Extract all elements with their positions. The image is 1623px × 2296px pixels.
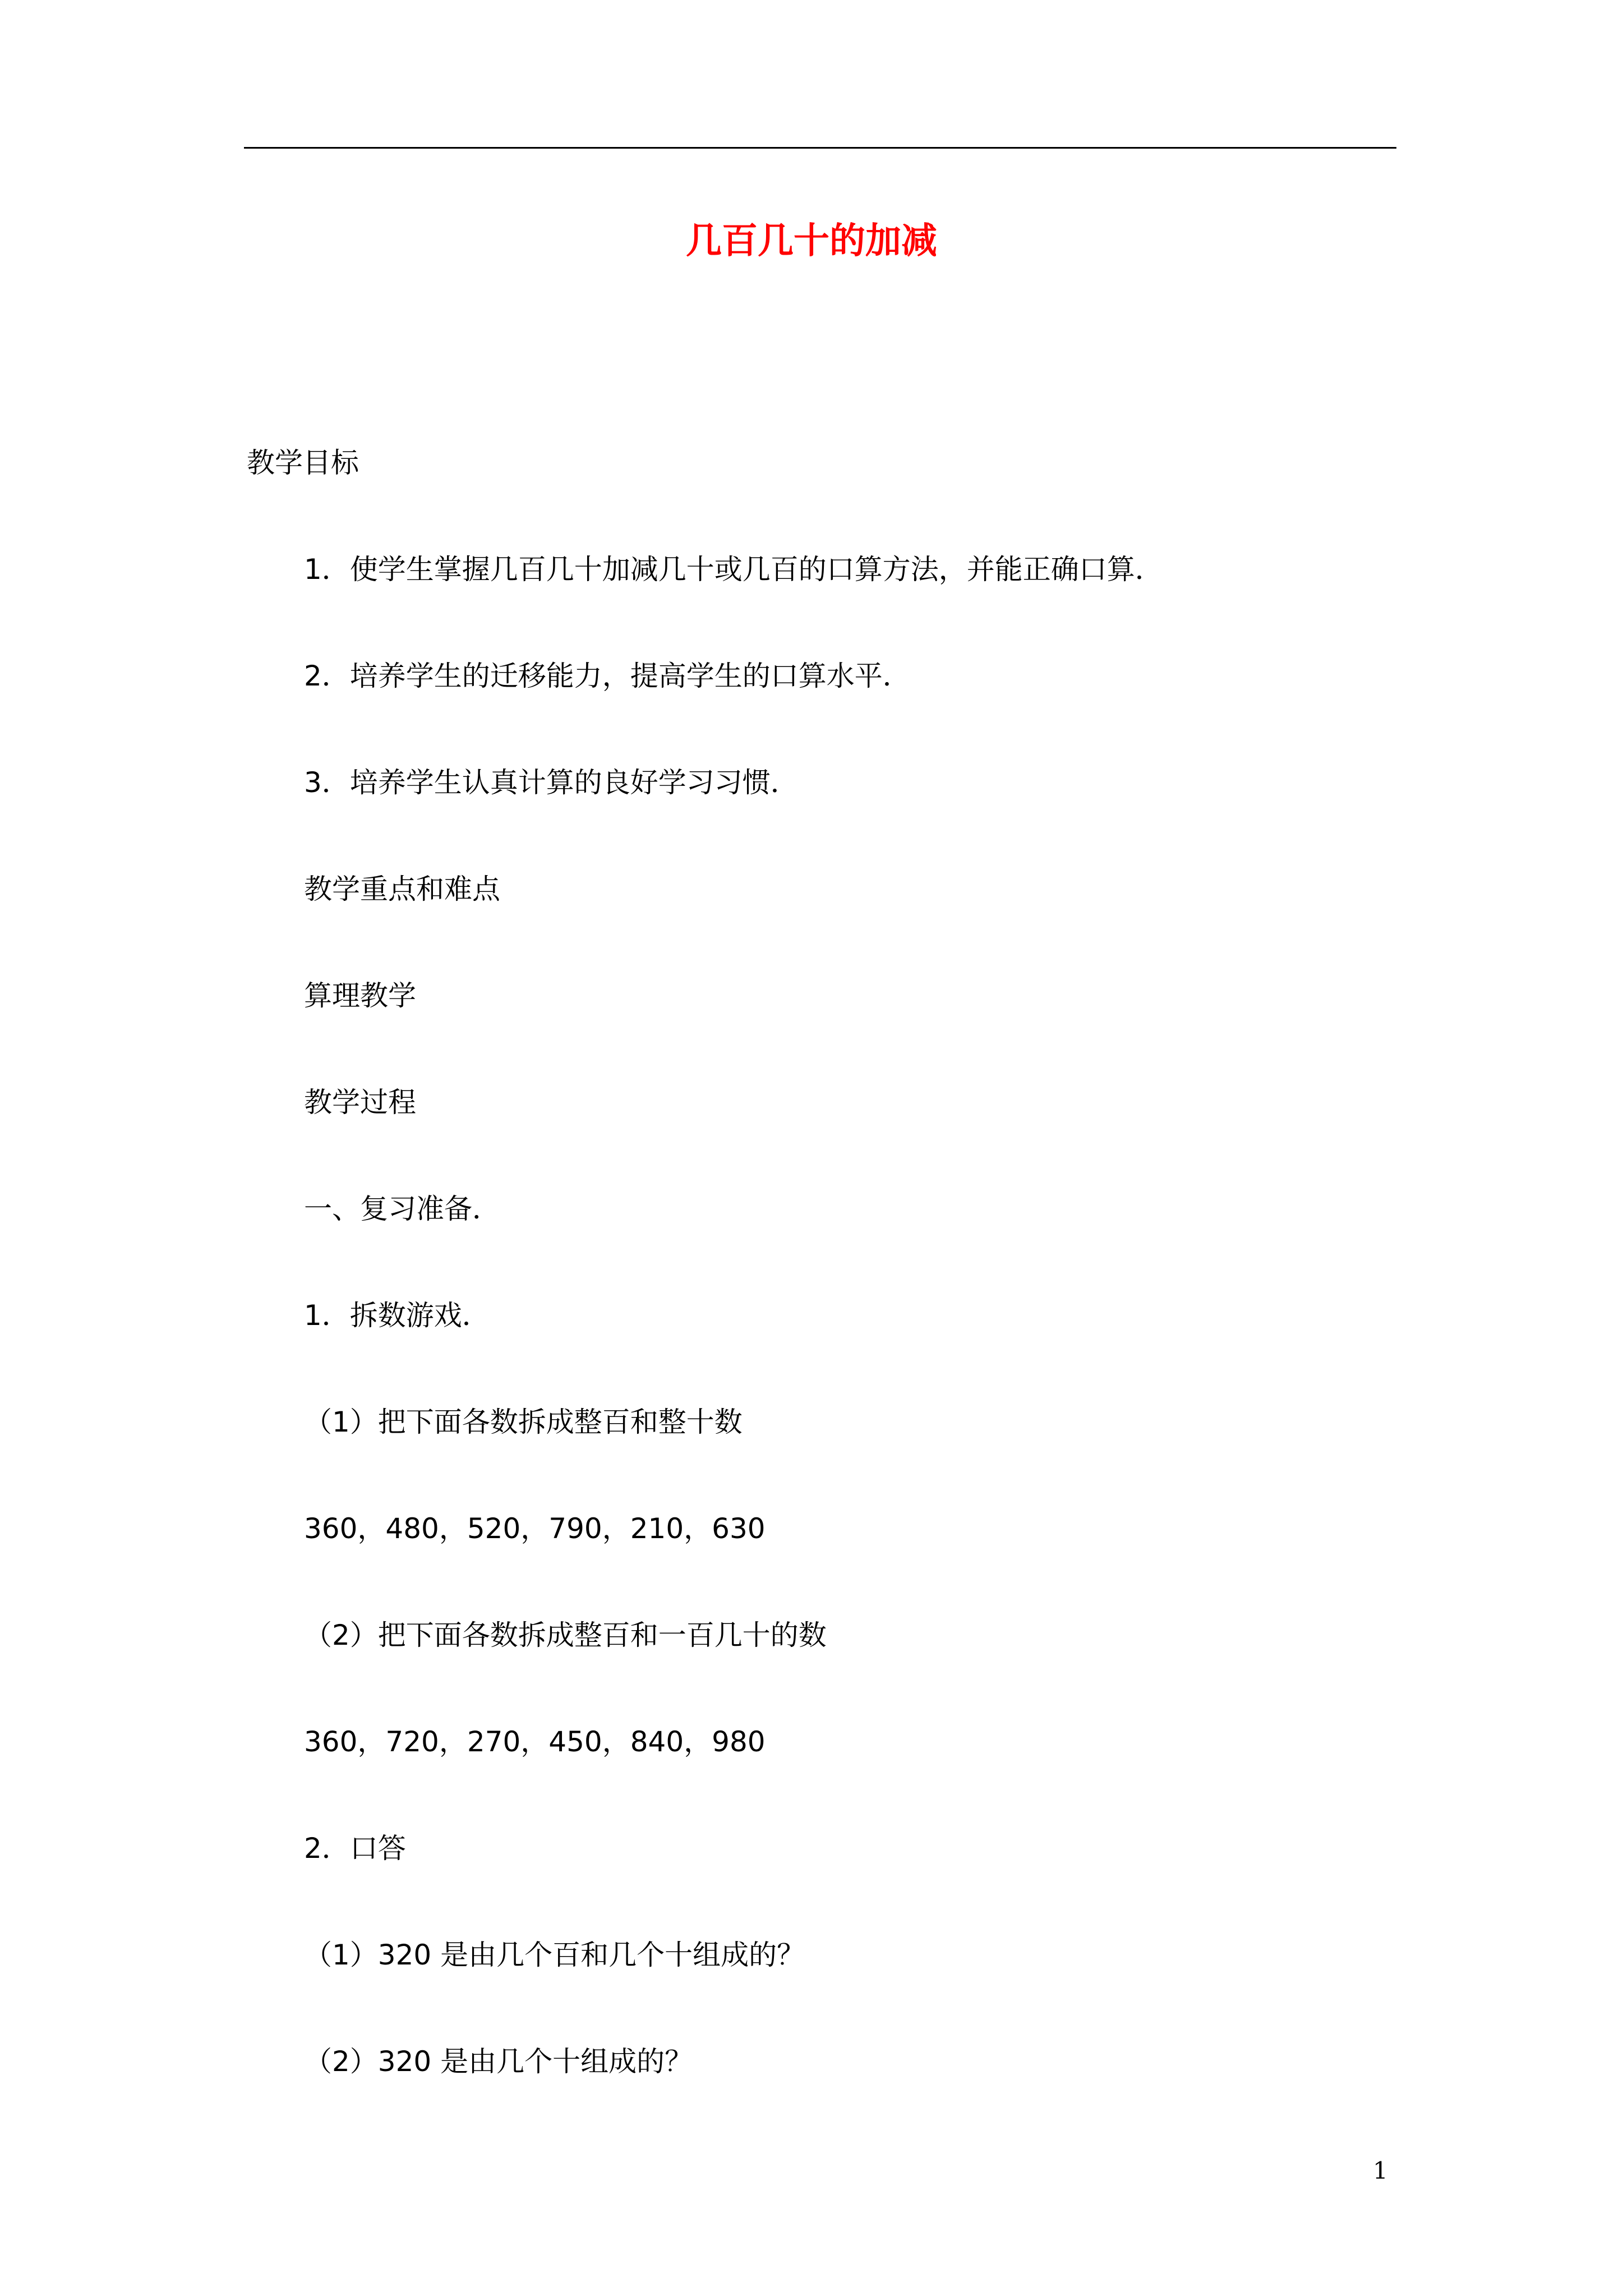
section-heading-key-points: 教学重点和难点 <box>304 873 500 905</box>
exercise-1-numbers: 360，480，520，790，210，630 <box>304 1512 766 1545</box>
objective-item-2: 2．培养学生的迁移能力，提高学生的口算水平． <box>304 660 911 692</box>
step-oral-answer: 2．口答 <box>304 1832 406 1865</box>
document-title: 几百几十的加减 <box>686 220 937 262</box>
section-heading-objectives: 教学目标 <box>247 447 359 479</box>
step-split-game: 1．拆数游戏． <box>304 1299 490 1332</box>
step-review-heading: 一、复习准备． <box>304 1193 500 1225</box>
exercise-1-instruction: （1）把下面各数拆成整百和整十数 <box>304 1406 743 1438</box>
question-2: （2）320 是由几个十组成的？ <box>304 2045 693 2078</box>
page-number: 1 <box>1373 2157 1388 2184</box>
section-heading-process: 教学过程 <box>304 1086 416 1119</box>
key-point-text: 算理教学 <box>304 979 416 1012</box>
objective-item-1: 1．使学生掌握几百几十加减几十或几百的口算方法，并能正确口算． <box>304 553 1163 586</box>
exercise-2-numbers: 360，720，270，450，840，980 <box>304 1726 766 1758</box>
question-1: （1）320 是由几个百和几个十组成的？ <box>304 1939 805 1971</box>
objective-item-3: 3．培养学生认真计算的良好学习习惯． <box>304 766 799 799</box>
header-rule <box>244 147 1396 149</box>
exercise-2-instruction: （2）把下面各数拆成整百和一百几十的数 <box>304 1619 827 1651</box>
